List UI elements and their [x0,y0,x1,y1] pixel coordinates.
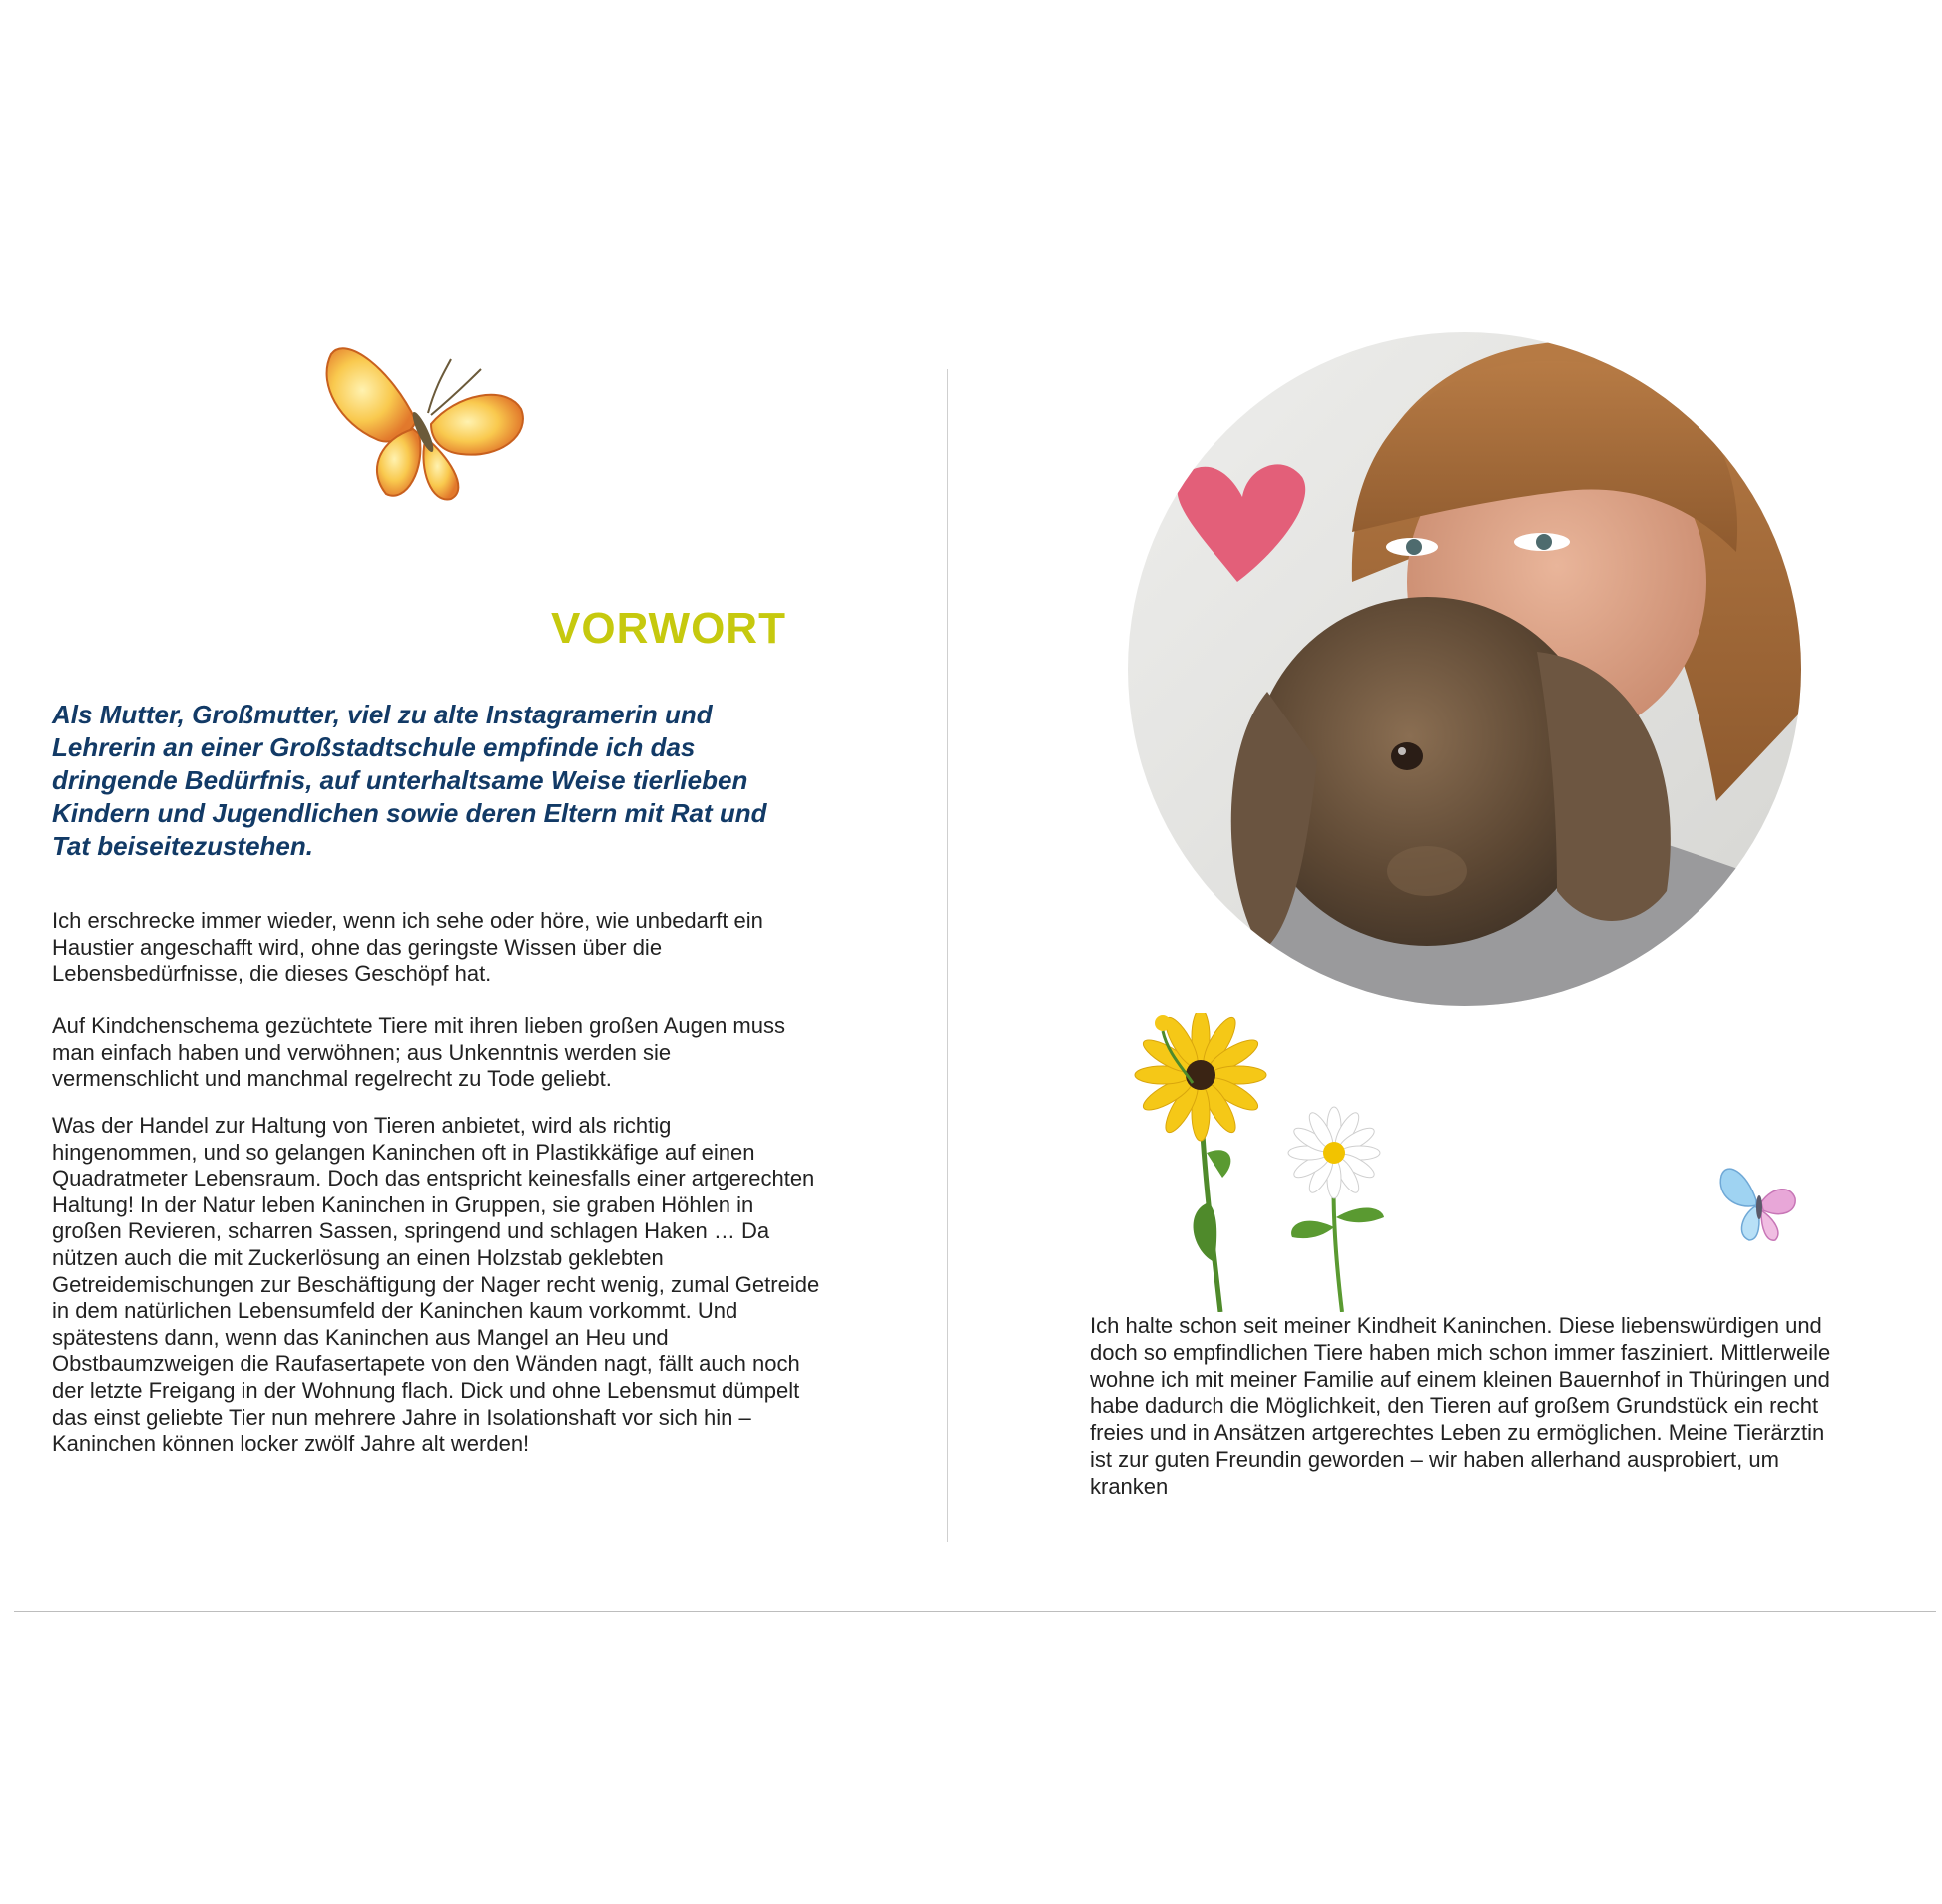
right-page-paragraph: Ich halte schon seit meiner Kindheit Kaninchen. Diese liebenswürdigen und doch so empfindlichen Tiere haben mich schon immer fasziniert. Mittlerweile wohne ich mit meiner Familie auf einem kleinen Bauernhof in Thüringen und habe dadurch die Möglichkeit, den Tieren auf großem Grundstück ein recht freies und in Ansätzen artgerechtes Leben zu ermöglichen. Meine Tierärztin ist zur guten Freundin geworden – wir haben allerhand ausprobiert, um kranken [1090,1313,1831,1499]
left-page [52,329,820,1547]
body-paragraph-2: Auf Kindchenschema gezüchtete Tiere mit ihren lieben großen Augen muss man einfach haben und verwöhnen; aus Unkenntnis werden sie vermenschlicht und manchmal regelrecht zu Tode geliebt. [52,1013,785,1092]
page-divider [947,369,948,1542]
blue-butterfly-icon [1711,1161,1801,1245]
orange-butterfly-icon [321,329,531,504]
bottom-divider [14,1611,1936,1612]
page-title: VORWORT [551,604,786,653]
body-paragraph-3: Was der Handel zur Haltung von Tieren anbietet, wird als richtig hingenommen, und so gelangen Kaninchen oft in Plastikkäfige auf einen Quadratmeter Lebensraum. Doch das entspricht keinesfalls einer artgerechten Haltung! In der Natur leben Kaninchen in Gruppen, sie graben Höhlen in großen Revieren, scharren Sassen, springend und schlagen Haken … Da nützen auch die mit Zuckerlösung an einen Holzstab geklebten Getreidemischungen zur Beschäftigung der Nager recht wenig, zumal Getreide in dem natürlichen Lebensumfeld der Kaninchen kaum vorkommt. Und spätestens dann, wenn das Kaninchen aus Mangel an Heu und Obstbaumzweigen die Raufasertapete von den Wänden nagt, fällt auch noch der letzte Freigang in der Wohnung flach. Dick und ohne Lebensmut dümpelt das einst geliebte Tier nun mehrere Jahre in Isolationshaft vor sich hin – Kaninchen können locker zwölf Jahre alt werden! [52,1113,820,1457]
intro-text: Als Mutter, Großmutter, viel zu alte Instagramerin und Lehrerin an einer Großstadtschule empfinde ich das dringende Bedürfnis, auf unterhaltsame Weise tierlieben Kindern und Jugendlichen sowie deren Eltern mit Rat und Tat beiseitezustehen. [52,700,767,861]
body-paragraph-1: Ich erschrecke immer wieder, wenn ich sehe oder höre, wie unbedarft ein Haustier angeschafft wird, ohne das geringste Wissen über die Lebensbedürfnisse, die dieses Geschöpf hat. [52,908,763,987]
woman-with-rabbit-and-heart-photo [1128,332,1801,1006]
sunflower-and-daisy-icon [1123,1013,1402,1312]
